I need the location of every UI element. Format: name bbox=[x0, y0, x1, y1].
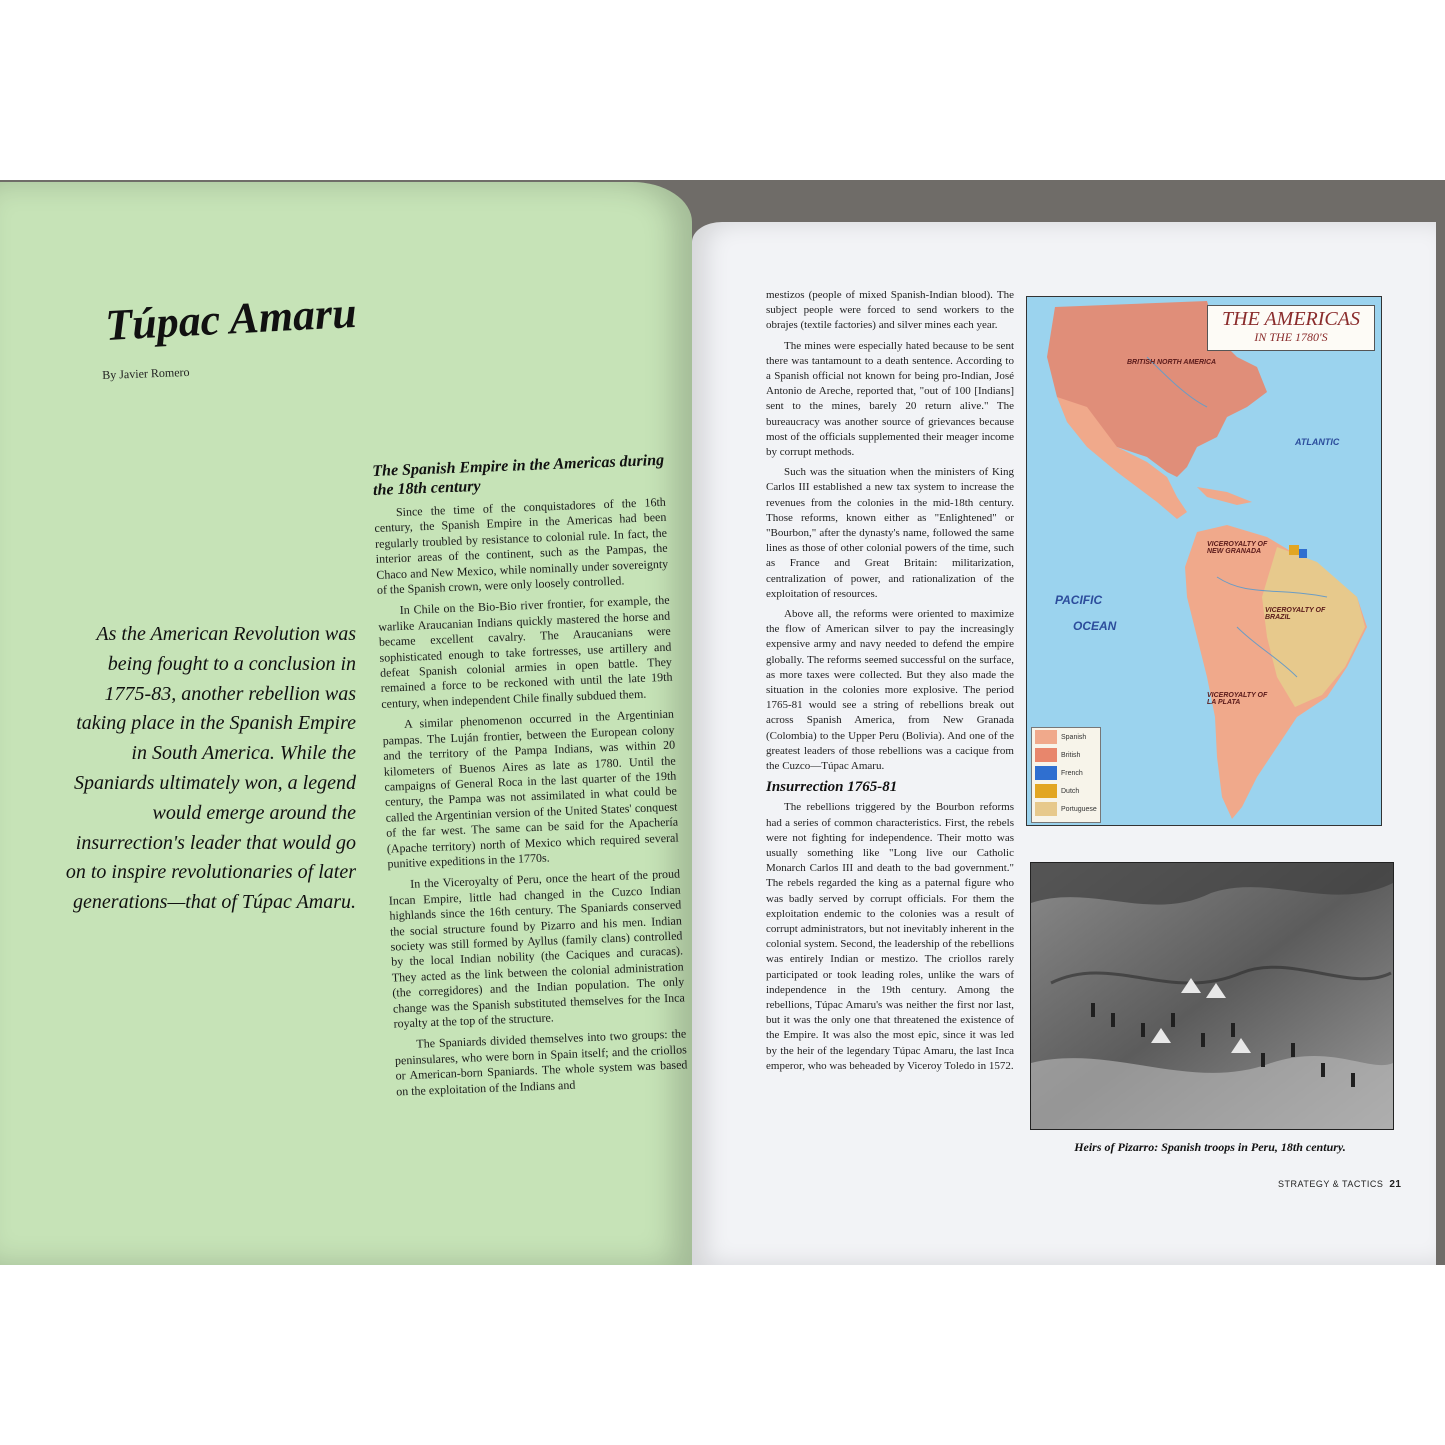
legend-label: British bbox=[1061, 751, 1081, 759]
legend-swatch bbox=[1035, 766, 1057, 780]
body-paragraph: Such was the situation when the ministers of King Carlos III established a new tax system to increase the revenues from the colonies in the mid-18th century. Those reforms, known either as "Enlightened" or "Bourbon," after the dynasty's name, followed the same lines as those of other colonial powers of the time, such as France and Great Britain: militarization, centralization of power, and rationalization of the exploitation of resources. bbox=[766, 466, 1014, 600]
map-legend bbox=[1031, 727, 1101, 823]
caribbean-islands bbox=[1197, 487, 1252, 505]
body-paragraph: Above all, the reforms were oriented to maximize the flow of American silver to pay the increasingly expensive army and navy needed to defend the empire globally. The reforms seemed successful on the surface, as more taxes were collected. But they also made the situation in the colonies more explosive. The period 1765-81 would see a string of rebellions break out across Spanish America, from New Granada (Colombia) to the Upper Peru (Bolivia). And one of the greatest leaders of those rebellions was a cacique from the Cuzco—Túpac Amaru. bbox=[766, 608, 1014, 773]
body-paragraph: The rebellions triggered by the Bourbon reforms had a series of common characteristics. First, the rebels were not fighting for independence. Their motto was usually something like "Long live our Catholic Monarch Carlos III and death to the bad government." The rebels regarded the king as a paternal figure who was badly served by corrupt officials. For them the exploitation endemic to the colonies was a result of corrupt administrators, but not inevitably inherent in the colonial system. Second, the leadership of the rebellions was entirely Indian or mestizo. The criollos rarely participated or took leading roles, unlike the wars of independence in the 19th century. Among the rebellions, Túpac Amaru's was neither the first nor last, but it was the only one that threatened the existence of the Empire. It was also the most epic, since it was led by the heir of the legendary Túpac Amaru, the last Inca emperor, who was beheaded by Viceroy Toledo in 1572. bbox=[766, 801, 1014, 1072]
page-footer bbox=[1278, 1179, 1401, 1190]
legend-swatch bbox=[1035, 730, 1057, 744]
pull-quote-text: As the American Revolution was being fought to a conclusion in 1775-83, another rebellion was taking place in the Spanish Empire in South America. While the Spaniards ultimately won, a legend would emerge around the insurrection's leader that would go on to inspire revolutionaries of later generations—that of Túpac Amaru. bbox=[65, 623, 356, 914]
article-title: Túpac Amaru bbox=[104, 287, 358, 350]
troops-photo-illustration bbox=[1031, 863, 1393, 1129]
page-number: 21 bbox=[1389, 1179, 1402, 1190]
pacific-label-2: OCEAN bbox=[1073, 619, 1117, 633]
body-paragraph: The Spaniards divided themselves into two groups: the peninsulares, who were born in Spain itself; and the criollos or American-born Spaniards. The whole system was based on the exploitation of the Indians and bbox=[394, 1026, 688, 1099]
right-body-column bbox=[766, 288, 1014, 1079]
body-paragraph: A similar phenomenon occurred in the Argentinian pampas. The Luján frontier, between the European colony and the territory of the Pampa Indians, was within 20 kilometers of Buenos Aires as late as 1780. Until the campaigns of General Roca in the last quarter of the 19th century, the Pampa was not assimilated in what could be called the Argentinian version of the United States' conquest of the far west. The same can be said for the Apachería (Apache territory) north of Mexico which required several punitive expeditions in the 1770s. bbox=[382, 706, 679, 871]
body-paragraph: The mines were especially hated because to be sent there was tantamount to a death sentence. According to a Spanish official not known for being pro-Indian, José Antonio de Areche, reported that, "out of 100 [Indians] sent to the mines, barely 20 return alive." The bureaucracy was another source of grievances because most of the officials supplemented their meager income by corrupt methods. bbox=[766, 339, 1014, 459]
legend-item bbox=[1032, 746, 1100, 764]
legend-swatch bbox=[1035, 784, 1057, 798]
brazil-label: VICEROYALTY OF BRAZIL bbox=[1265, 607, 1326, 621]
article-byline: By Javier Romero bbox=[102, 364, 190, 382]
map-title: THE AMERICAS bbox=[1222, 308, 1360, 330]
body-paragraph: mestizos (people of mixed Spanish-Indian blood). The subject people were forced to send workers to the obrajes (textile factories) and silver mines each year. bbox=[766, 289, 1014, 332]
british-north-america-label: BRITISH NORTH AMERICA bbox=[1127, 359, 1217, 366]
magazine-name: STRATEGY & TACTICS bbox=[1278, 1179, 1384, 1189]
pull-quote bbox=[62, 620, 356, 918]
body-paragraph: Since the time of the conquistadores of the 16th century, the Spanish Empire in the Americas had been regularly troubled by resistance to colonial rule. In fact, the interior areas of the continent, such as the Pampas, the Chaco and New Mexico, while nominally under sovereignty of the Spanish crown, were only loosely controlled. bbox=[374, 494, 669, 597]
map-subtitle: IN THE 1780'S bbox=[1254, 330, 1328, 344]
section-heading-spanish-empire: The Spanish Empire in the Americas during the 18th century bbox=[372, 451, 665, 499]
legend-label: French bbox=[1061, 769, 1083, 777]
new-granada-label: VICEROYALTY OF NEW GRANADA bbox=[1207, 541, 1268, 555]
la-plata-label: VICEROYALTY OF LA PLATA bbox=[1207, 692, 1268, 706]
body-paragraph: In Chile on the Bio-Bio river frontier, for example, the warlike Araucanian Indians quickly mastered the horse and became excellent cavalry. The Araucanians were sophisticated enough to take fortresses, use artillery and defeat Spanish colonial armies in open battle. They remained a force to be reckoned with until the late 19th century, when independent Chile finally subdued them. bbox=[378, 593, 673, 711]
body-paragraph: In the Viceroyalty of Peru, once the heart of the proud Incan Empire, little had changed in the Cuzco Indian highlands since the 16th century. The Spaniards conserved the social structure found by Pizarro and his men. Indian society was still formed by Ayllus (family clans) controlled by the local Indian nobility (the Caciques and curacas). They acted as the link between the colonial administration (the corregidores) and the Indian population. The only change was the Spanish substituted themselves for the Inca royalty at the top of the structure. bbox=[388, 866, 686, 1031]
section-heading-insurrection: Insurrection 1765-81 bbox=[766, 779, 898, 796]
legend-label: Dutch bbox=[1061, 787, 1080, 795]
legend-item bbox=[1032, 728, 1100, 746]
dutch-guiana bbox=[1289, 545, 1299, 555]
legend-label: Portuguese bbox=[1061, 805, 1097, 813]
legend-label: Spanish bbox=[1061, 733, 1087, 741]
legend-swatch bbox=[1035, 802, 1057, 816]
spanish-troops-photo bbox=[1030, 862, 1394, 1130]
left-body-column bbox=[372, 451, 689, 1106]
legend-item bbox=[1032, 800, 1100, 818]
legend-item bbox=[1032, 782, 1100, 800]
legend-swatch bbox=[1035, 748, 1057, 762]
french-guiana bbox=[1299, 549, 1307, 558]
americas-map bbox=[1026, 296, 1382, 826]
photo-caption: Heirs of Pizarro: Spanish troops in Peru, 18th century. bbox=[1074, 1140, 1346, 1154]
pacific-label-1: PACIFIC bbox=[1055, 593, 1103, 607]
map-title-box bbox=[1207, 305, 1375, 351]
atlantic-label: ATLANTIC bbox=[1295, 437, 1340, 447]
legend-item bbox=[1032, 764, 1100, 782]
